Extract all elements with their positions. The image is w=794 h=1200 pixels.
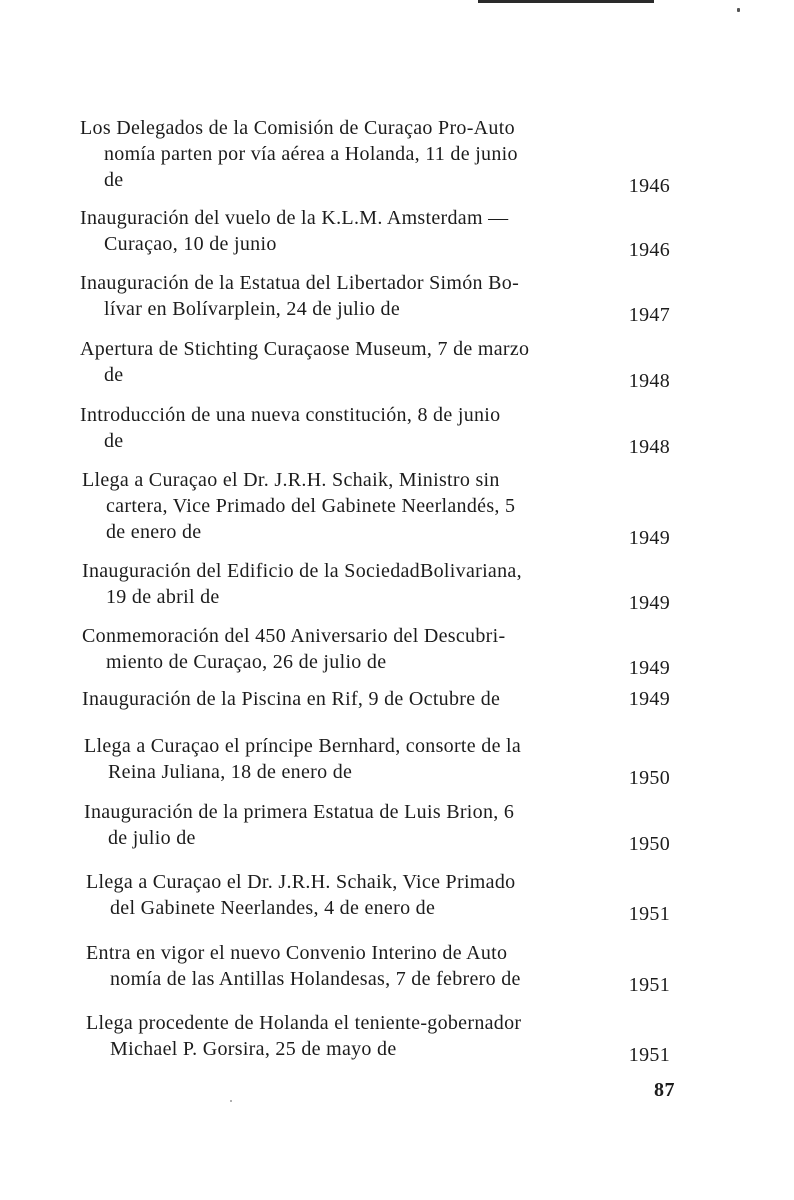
chronology-entry xyxy=(82,686,682,712)
entry-year: 1948 xyxy=(628,370,670,392)
entry-year: 1949 xyxy=(628,527,670,549)
entry-text-line: Inauguración del Edificio de la SociedadBolivariana, xyxy=(82,560,522,582)
entry-year: 1946 xyxy=(628,175,670,197)
entry-year: 1946 xyxy=(628,239,670,261)
entry-text-line: de xyxy=(104,364,124,386)
chronology-entry xyxy=(82,558,682,610)
entry-text-line: nomía de las Antillas Holandesas, 7 de febrero de xyxy=(110,968,521,990)
entry-text-line: de julio de xyxy=(108,827,196,849)
entry-text-line: Inauguración de la primera Estatua de Luis Brion, 6 xyxy=(84,801,515,823)
entry-text-line: Llega a Curaçao el Dr. J.R.H. Schaik, Vice Primado xyxy=(86,871,516,893)
entry-text-line: Llega a Curaçao el príncipe Bernhard, consorte de la xyxy=(84,735,522,757)
entry-year: 1947 xyxy=(628,304,670,326)
entry-year: 1951 xyxy=(628,974,670,996)
chronology-entry xyxy=(82,467,682,545)
entry-text-line: Apertura de Stichting Curaçaose Museum, 7 de marzo xyxy=(80,338,530,360)
entry-text-line: lívar en Bolívarplein, 24 de julio de xyxy=(104,298,401,320)
entry-text-line: Los Delegados de la Comisión de Curaçao Pro-Auto xyxy=(80,117,515,139)
chronology-entry xyxy=(86,1010,686,1062)
entry-text-line: Reina Juliana, 18 de enero de xyxy=(108,761,353,783)
entry-text-line: 19 de abril de xyxy=(106,586,220,608)
entry-text-line: Conmemoración del 450 Aniversario del Descubri- xyxy=(82,625,506,647)
chronology-entry xyxy=(86,940,686,992)
chronology-entry xyxy=(82,623,682,675)
entry-text-line: Llega a Curaçao el Dr. J.R.H. Schaik, Ministro sin xyxy=(82,469,500,491)
entry-text-line: Curaçao, 10 de junio xyxy=(104,233,277,255)
page-number: 87 xyxy=(654,1079,675,1101)
entry-text-line: Inauguración de la Piscina en Rif, 9 de Octubre de xyxy=(82,688,501,710)
chronology-entry xyxy=(84,799,684,851)
chronology-entry xyxy=(86,869,686,921)
entry-text-line: del Gabinete Neerlandes, 4 de enero de xyxy=(110,897,436,919)
corner-mark xyxy=(737,8,740,12)
entry-text-line: Entra en vigor el nuevo Convenio Interino de Auto xyxy=(86,942,508,964)
stray-mark xyxy=(230,1100,232,1102)
top-rule xyxy=(478,0,654,3)
entry-text-line: cartera, Vice Primado del Gabinete Neerlandés, 5 xyxy=(106,495,516,517)
chronology-entry xyxy=(80,270,680,322)
entry-text-line: nomía parten por vía aérea a Holanda, 11 de junio xyxy=(104,143,518,165)
entry-text-line: Introducción de una nueva constitución, 8 de junio xyxy=(80,404,501,426)
entry-text-line: de xyxy=(104,430,124,452)
entry-text-line: Inauguración de la Estatua del Libertador Simón Bo- xyxy=(80,272,520,294)
entry-text-line: Llega procedente de Holanda el teniente-gobernador xyxy=(86,1012,522,1034)
entry-text-line: Michael P. Gorsira, 25 de mayo de xyxy=(110,1038,397,1060)
entry-year: 1950 xyxy=(628,767,670,789)
chronology-entry xyxy=(80,205,680,257)
chronology-entry xyxy=(84,733,684,785)
chronology-entry xyxy=(80,402,680,454)
entry-year: 1949 xyxy=(628,592,670,614)
entry-text-line: de enero de xyxy=(106,521,202,543)
entry-year: 1951 xyxy=(628,903,670,925)
entry-text-line: de xyxy=(104,169,124,191)
entry-year: 1950 xyxy=(628,833,670,855)
entry-year: 1949 xyxy=(628,688,670,710)
entry-text-line: miento de Curaçao, 26 de julio de xyxy=(106,651,387,673)
entry-year: 1948 xyxy=(628,436,670,458)
entry-text-line: Inauguración del vuelo de la K.L.M. Amsterdam — xyxy=(80,207,509,229)
entry-year: 1949 xyxy=(628,657,670,679)
chronology-entry xyxy=(80,336,680,388)
chronology-entry xyxy=(80,115,680,193)
entry-year: 1951 xyxy=(628,1044,670,1066)
